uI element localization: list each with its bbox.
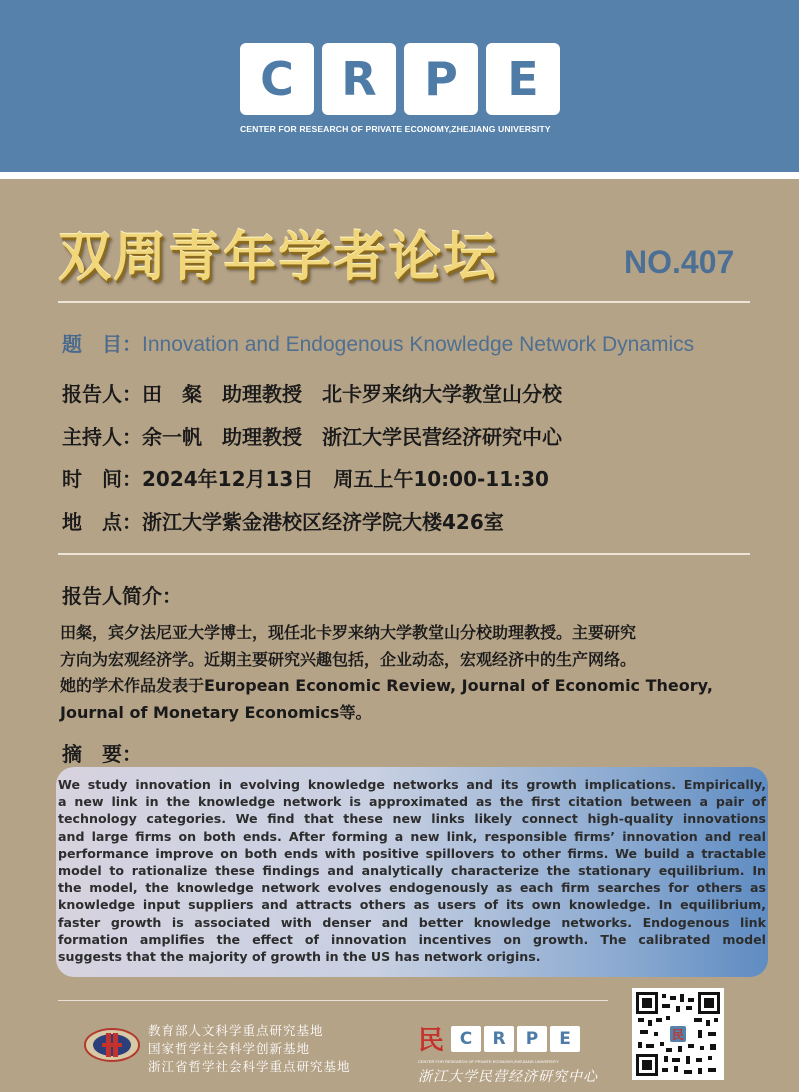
bio-line: 方向为宏观经济学。近期主要研究兴趣包括，企业动态，宏观经济中的生产网络。 (60, 649, 637, 669)
institution-line: 国家哲学社会科学创新基地 (148, 1041, 311, 1056)
header-divider (0, 172, 799, 179)
institution-line: 教育部人文科学重点研究基地 (148, 1023, 324, 1038)
bio-line: Journal of Monetary Economics等。 (60, 702, 372, 722)
logo-subtitle: CENTER FOR RESEARCH OF PRIVATE ECONOMY,ZHEJIANG UNIVERSITY (240, 124, 551, 134)
abstract-line: formation amplifies the effect of innovation incentives on growth. The calibrated model (58, 931, 766, 947)
host-label: 主持人： (62, 425, 142, 449)
footer-logo-letter: E (550, 1026, 580, 1052)
footer-logo-letter: P (517, 1026, 547, 1052)
time-label: 时 间： (62, 467, 142, 491)
place-row (62, 506, 504, 535)
footer-crpe-logo (418, 1020, 598, 1086)
institution-line: 浙江省哲学社会科学重点研究基地 (148, 1059, 351, 1074)
time-value: 2024年12月13日 周五上午10:00-11:30 (142, 467, 549, 491)
abstract-line: suggests that the majority of growth in the US has network origins. (58, 949, 541, 965)
logo-letter-e: E (486, 43, 560, 115)
qr-code-icon (632, 988, 724, 1080)
abstract-line: knowledge input suppliers and attracts others as users of its own knowledge. In equilibrium, (58, 897, 766, 913)
place-label: 地 点： (62, 510, 142, 534)
topic-value: Innovation and Endogenous Knowledge Network Dynamics (142, 333, 695, 356)
institution-emblem-icon (82, 1026, 142, 1064)
speaker-label: 报告人： (62, 382, 142, 406)
bio-text (60, 620, 772, 726)
footer-logo-subtitle: CENTER FOR RESEARCH OF PRIVATE ECONOMY,ZHEJIANG UNIVERSITY (418, 1059, 559, 1064)
footer-divider (58, 1000, 608, 1001)
logo-letter-p: P (404, 43, 478, 115)
place-value: 浙江大学紫金港校区经济学院大楼426室 (142, 510, 504, 534)
time-row (62, 463, 549, 492)
abstract-line: faster growth is associated with denser and better knowledge networks. Endogenous link (58, 914, 766, 930)
header-banner (0, 0, 799, 172)
logo-mark: 民 (418, 1026, 445, 1056)
abstract-line: performance improve on both ends with positive spillovers to other firms. We build a tractable (58, 845, 766, 861)
topic-row (62, 328, 694, 357)
footer-logo-letter: C (451, 1026, 481, 1052)
abstract-line: the model, the knowledge network evolves endogenously as each firm searches for others as (58, 880, 766, 896)
host-row (62, 421, 562, 450)
footer-logo-cn: 浙江大学民营经济研究中心 (418, 1069, 598, 1085)
divider-top (58, 301, 750, 303)
qr-pattern (636, 992, 720, 1076)
forum-number: NO.407 (624, 244, 735, 280)
host-value: 余一帆 助理教授 浙江大学民营经济研究中心 (142, 425, 562, 449)
abstract-line: and large firms on both ends. After forming a new link, responsible firms’ innovation and real (58, 828, 766, 844)
topic-label: 题 目： (62, 332, 142, 356)
logo-letter-r: R (322, 43, 396, 115)
institution-list (148, 1022, 351, 1076)
crpe-logo (240, 43, 560, 115)
speaker-value: 田 粲 助理教授 北卡罗来纳大学教堂山分校 (142, 382, 562, 406)
forum-title: 双周青年学者论坛 (58, 227, 498, 288)
svg-text:民: 民 (671, 1028, 685, 1042)
abstract-line: a new link in the knowledge network is approximated as the first citation between a pair of (58, 794, 766, 810)
divider-middle (58, 553, 750, 555)
abstract-text (58, 776, 766, 965)
bio-line: 田粲，宾夕法尼亚大学博士，现任北卡罗来纳大学教堂山分校助理教授。主要研究 (60, 623, 637, 642)
footer-logo-letter: R (484, 1026, 514, 1052)
bio-heading: 报告人简介： (62, 584, 182, 608)
abstract-line: technology categories. We find that these new links likely connect high-quality innovations (58, 811, 766, 827)
logo-letter-c: C (240, 43, 314, 115)
bio-line: 她的学术作品发表于European Economic Review, Journal of Economic Theory, (60, 676, 713, 695)
abstract-line: model to rationalize these findings and analytically characterize the stationary equilibrium. In (58, 863, 766, 879)
abstract-line: We study innovation in evolving knowledge networks and its growth implications. Empirically, (58, 777, 766, 792)
speaker-row (62, 378, 562, 407)
abstract-heading: 摘 要： (62, 742, 142, 766)
